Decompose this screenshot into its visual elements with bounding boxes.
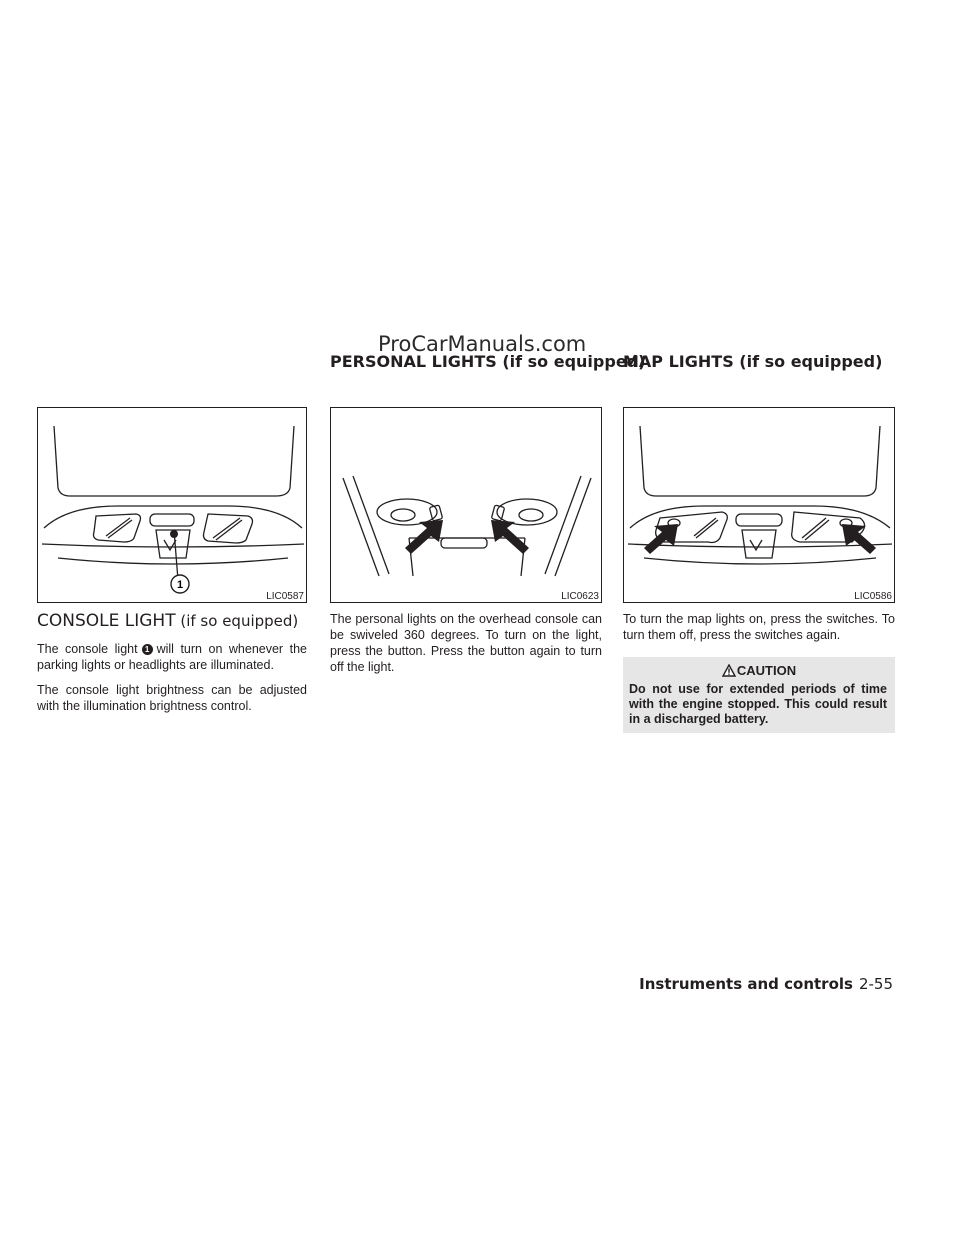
- map-lights-paragraph: To turn the map lights on, press the switches. To turn them off, press the switches again.: [623, 612, 895, 642]
- console-light-para1-start: The console light: [37, 642, 138, 656]
- watermark-text: ProCarManuals.com: [378, 332, 587, 356]
- console-light-paragraph-2: The console light brightness can be adjusted with the illumination brightness control.: [37, 683, 307, 713]
- personal-lights-section: [330, 611, 602, 684]
- figure-label-lic0587: LIC0587: [266, 591, 304, 602]
- warning-triangle-icon: [722, 664, 736, 677]
- caution-title: CAUTION: [736, 663, 797, 678]
- figure-label-lic0623: LIC0623: [561, 591, 599, 602]
- personal-lights-illustration: [331, 408, 603, 604]
- map-lights-section: [623, 611, 895, 733]
- map-lights-figure: [623, 407, 895, 603]
- figure-label-lic0586: LIC0586: [854, 591, 892, 602]
- callout-1-icon: 1: [142, 644, 153, 655]
- console-light-title: [37, 611, 307, 631]
- personal-lights-figure: [330, 407, 602, 603]
- console-light-figure: [37, 407, 307, 603]
- caution-text: Do not use for extended periods of time with the engine stopped. This could result in a discharged battery.: [629, 682, 887, 726]
- map-lights-illustration: [624, 408, 896, 604]
- page-footer: [639, 975, 893, 993]
- console-light-illustration: [38, 408, 308, 604]
- console-light-title-sub: (if so equipped): [175, 612, 299, 630]
- page-number: 2-55: [858, 975, 893, 993]
- console-light-title-main: CONSOLE LIGHT: [37, 611, 176, 631]
- footer-section-title: Instruments and controls: [639, 975, 853, 993]
- caution-box: [623, 657, 895, 733]
- caution-header: [623, 657, 895, 680]
- map-lights-heading: MAP LIGHTS (if so equipped): [623, 352, 883, 371]
- console-light-paragraph-1: [37, 641, 307, 673]
- personal-lights-heading: PERSONAL LIGHTS (if so equipped): [330, 352, 646, 371]
- console-light-section: [37, 611, 307, 723]
- console-light-para1-end: will turn on whenever the parking lights or headlights are illuminated.: [37, 642, 307, 672]
- personal-lights-paragraph: The personal lights on the overhead console can be swiveled 360 degrees. To turn on the light, press the button. Press the button again to turn off the light.: [330, 612, 602, 674]
- figure-callout-number: 1: [176, 579, 184, 591]
